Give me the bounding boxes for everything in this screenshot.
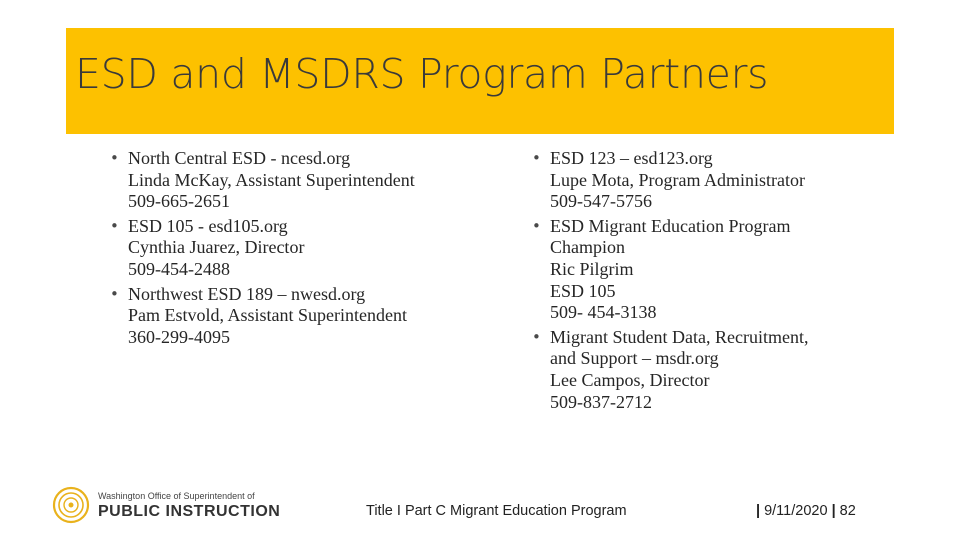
footer-date: 9/11/2020	[764, 503, 828, 519]
page-number: 82	[839, 503, 856, 519]
bullet-line: • ESD 105 - esd105.org	[128, 215, 288, 236]
bullet-line: Cynthia Juarez, Director	[128, 237, 305, 258]
bullet-line: Lupe Mota, Program Administrator	[550, 169, 805, 190]
wheat-emblem-icon	[52, 486, 90, 524]
bullet-line: Linda McKay, Assistant Superintendent	[128, 169, 415, 190]
list-item	[530, 148, 890, 213]
separator: |	[831, 503, 836, 519]
bullet-line: 509-547-5756	[550, 191, 652, 212]
slide-title: ESD and MSDRS Program Partners	[75, 50, 769, 98]
list-item	[108, 216, 508, 281]
footer-program-title: Title I Part C Migrant Education Program	[366, 503, 627, 519]
bullet-line: Lee Campos, Director	[550, 369, 710, 390]
bullet-line: • North Central ESD - ncesd.org	[128, 148, 351, 168]
left-column	[108, 148, 508, 351]
bullet-line: and Support – msdr.org	[550, 348, 719, 369]
list-item	[108, 284, 508, 349]
bullet-line: Pam Estvold, Assistant Superintendent	[128, 305, 407, 326]
bullet-line: • ESD 123 – esd123.org	[550, 148, 713, 168]
logo-title: PUBLIC INSTRUCTION	[98, 503, 281, 520]
bullet-line: 509-665-2651	[128, 191, 230, 212]
bullet-line: ESD 105	[550, 280, 616, 301]
bullet-line: 360-299-4095	[128, 326, 230, 347]
bullet-line: • Northwest ESD 189 – nwesd.org	[128, 283, 366, 304]
list-item	[530, 327, 890, 413]
bullet-line: • Migrant Student Data, Recruitment,	[550, 326, 809, 347]
bullet-line: 509-454-2488	[128, 258, 230, 279]
bullet-line: 509- 454-3138	[550, 302, 657, 323]
bullet-line: 509-837-2712	[550, 391, 652, 412]
separator: |	[756, 503, 761, 519]
title-band	[66, 28, 894, 134]
right-column	[530, 148, 890, 416]
bullet-line: Champion	[550, 237, 625, 258]
bullet-line: Ric Pilgrim	[550, 258, 634, 279]
bullet-line: • ESD Migrant Education Program	[550, 215, 791, 236]
list-item	[530, 216, 890, 324]
footer-date-page	[756, 503, 856, 519]
logo-subtitle: Washington Office of Superintendent of	[98, 491, 255, 501]
ospi-logo	[52, 486, 282, 526]
list-item	[108, 148, 508, 213]
